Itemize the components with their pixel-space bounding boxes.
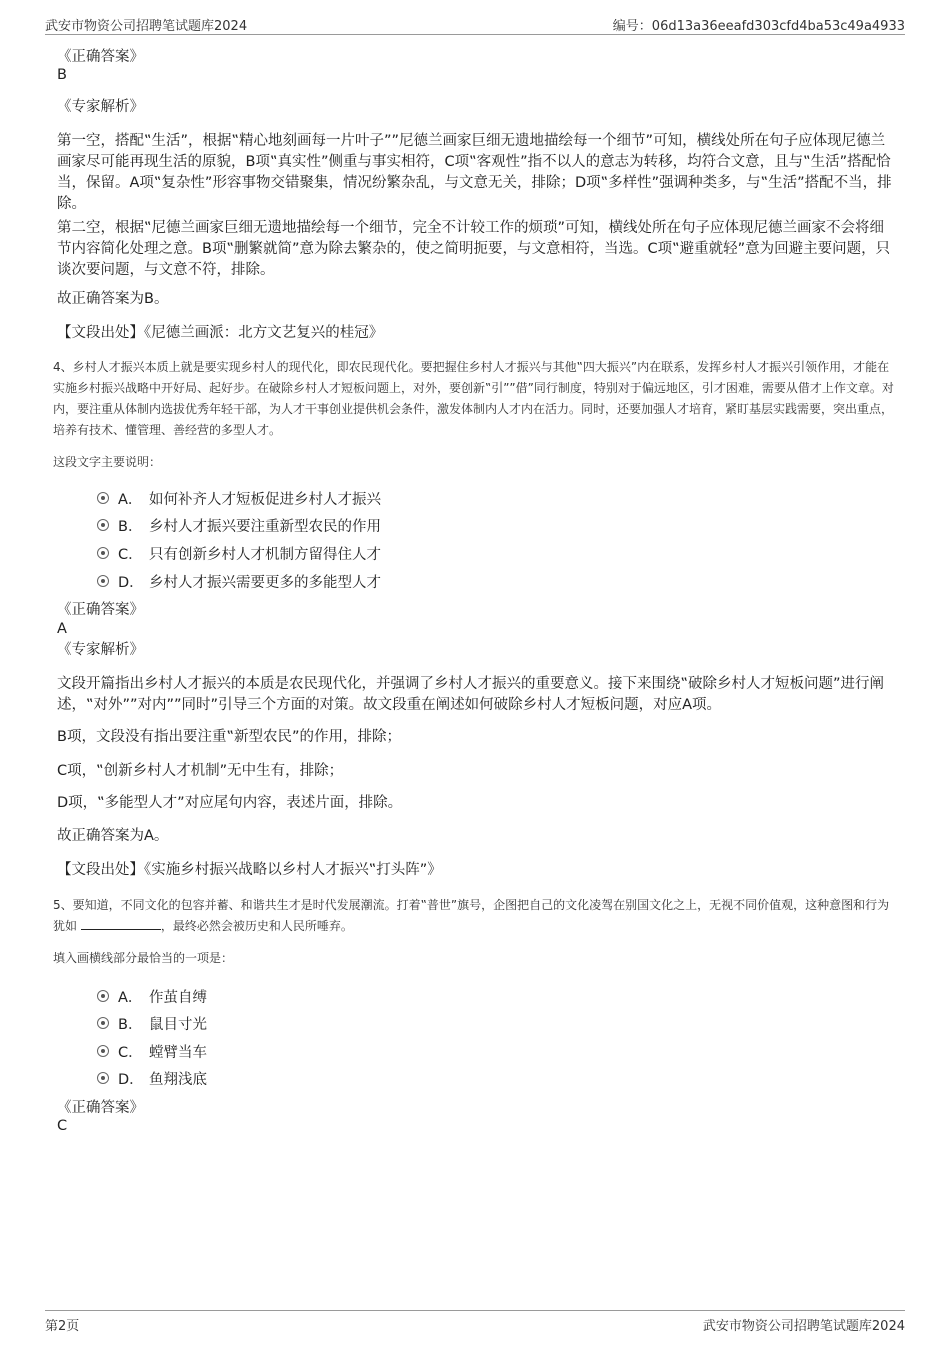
option-letter: D． xyxy=(118,575,144,591)
footer-title: 武安市物资公司招聘笔试题库2024 xyxy=(702,1319,905,1334)
page-number: 第2页 xyxy=(45,1319,80,1334)
option-letter: B． xyxy=(118,1017,143,1033)
option-letter: A． xyxy=(118,990,143,1006)
answer-value: A xyxy=(57,621,67,637)
option-letter: B． xyxy=(118,519,143,535)
option-b[interactable] xyxy=(97,1013,207,1033)
option-a[interactable] xyxy=(97,488,381,508)
radio-button-icon[interactable] xyxy=(97,547,109,559)
question-prompt: 这段文字主要说明： xyxy=(53,455,162,469)
analysis-paragraph: 第一空，搭配‟生活”，根据‟精心地刻画每一片叶子””尼德兰画家巨细无遗地描绘每一个细节”可知，横线处所在句子应体现尼德兰画家尽可能再现生活的原貌，B项‟真实性”侧重与事实相符，C项‟客观性”指不以人的意志为转移，均符合文意，且与‟生活”搭配恰当，保留。A项‟复杂性”形容事物交错聚集，情况纷繁杂乱，与文意无关，排除；D项‟多样性”强调种类多，与‟生活”搭配不当，排除。 xyxy=(57,133,892,212)
question-stem: 4、乡村人才振兴本质上就是要实现乡村人的现代化，即农民现代化。要把握住乡村人才振兴与其他‟四大振兴”内在联系，发挥乡村人才振兴引领作用，才能在实施乡村振兴战略中开好局、起好步。在破除乡村人才短板问题上，对外，要创新‟引””借”同行制度，特别对于偏远地区，引才困难，需要从借才上作文章。对内，要注重从体制内选拔优秀年轻干部，为人才干事创业提供机会条件，激发体制内人才内在活力。同时，还要加强人才培育，紧盯基层实践需要，突出重点，培养有技术、懂管理、善经营的多型人才。 xyxy=(53,360,894,437)
option-text: 乡村人才振兴要注重新型农民的作用 xyxy=(149,519,381,535)
option-b[interactable] xyxy=(97,515,381,535)
option-letter: C． xyxy=(118,547,143,563)
option-d[interactable] xyxy=(97,1068,207,1088)
source-citation: 【文段出处】《实施乡村振兴战略以乡村人才振兴‟打头阵”》 xyxy=(57,862,442,878)
option-text: 如何补齐人才短板促进乡村人才振兴 xyxy=(149,492,381,508)
radio-button-icon[interactable] xyxy=(97,1072,109,1084)
question-stem xyxy=(53,895,898,937)
conclusion: 故正确答案为A。 xyxy=(57,828,169,844)
analysis-label: 《专家解析》 xyxy=(57,99,144,115)
radio-button-icon[interactable] xyxy=(97,990,109,1002)
option-text: 螳臂当车 xyxy=(149,1045,207,1061)
analysis-paragraph: 文段开篇指出乡村人才振兴的本质是农民现代化，并强调了乡村人才振兴的重要意义。接下来围绕‟破除乡村人才短板问题”进行阐述，‟对外””对内””同时”引导三个方面的对策。故文段重在阐述如何破除乡村人才短板问题，对应A项。 xyxy=(57,676,885,713)
answer-label: 《正确答案》 xyxy=(57,1100,144,1116)
analysis-paragraph: 第二空，根据‟尼德兰画家巨细无遗地描绘每一个细节，完全不计较工作的烦琐”可知，横线处所在句子应体现尼德兰画家不会将细节内容简化处理之意。B项‟删繁就简”意为除去繁杂的，使之简明扼要，与文意相符，当选。C项‟避重就轻”意为回避主要问题，只谈次要问题，与文意不符，排除。 xyxy=(57,220,891,278)
conclusion: 故正确答案为B。 xyxy=(57,291,169,307)
question-prompt: 填入画横线部分最恰当的一项是： xyxy=(53,951,234,965)
option-text: 作茧自缚 xyxy=(149,990,207,1006)
page-header xyxy=(45,12,905,35)
option-c[interactable] xyxy=(97,543,381,563)
analysis-label: 《专家解析》 xyxy=(57,642,144,658)
option-letter: C． xyxy=(118,1045,143,1061)
page-footer xyxy=(45,1310,905,1334)
source-citation: 【文段出处】《尼德兰画派：北方文艺复兴的桂冠》 xyxy=(57,325,384,341)
radio-button-icon[interactable] xyxy=(97,1045,109,1057)
analysis-paragraph: D项，‟多能型人才”对应尾句内容，表述片面，排除。 xyxy=(57,795,403,811)
radio-button-icon[interactable] xyxy=(97,519,109,531)
option-a[interactable] xyxy=(97,986,207,1006)
option-text: 鼠目寸光 xyxy=(149,1017,207,1033)
option-text: 只有创新乡村人才机制方留得住人才 xyxy=(149,547,381,563)
radio-button-icon[interactable] xyxy=(97,492,109,504)
stem-part: 5、要知道，不同文化的包容并蓄、和谐共生才是时代发展潮流。打着‟普世”旗号，企图把自己的文化凌驾在别国文化之上，无视不同价值观，这种意图和行为犹如 xyxy=(53,898,890,933)
option-letter: A． xyxy=(118,492,143,508)
fill-in-blank xyxy=(81,917,161,930)
analysis-paragraph: B项，文段没有指出要注重‟新型农民”的作用，排除； xyxy=(57,729,401,745)
option-c[interactable] xyxy=(97,1041,207,1061)
option-text: 乡村人才振兴需要更多的多能型人才 xyxy=(149,575,381,591)
option-text: 鱼翔浅底 xyxy=(149,1072,207,1088)
header-serial-number: 编号：06d13a36eeafd303cfd4ba53c49a4933 xyxy=(612,19,905,34)
answer-label: 《正确答案》 xyxy=(57,602,144,618)
option-letter: D． xyxy=(118,1072,144,1088)
radio-button-icon[interactable] xyxy=(97,575,109,587)
header-title: 武安市物资公司招聘笔试题库2024 xyxy=(45,19,248,34)
option-d[interactable] xyxy=(97,571,381,591)
answer-value: C xyxy=(57,1118,68,1134)
answer-label: 《正确答案》 xyxy=(57,49,144,65)
radio-button-icon[interactable] xyxy=(97,1017,109,1029)
answer-value: B xyxy=(57,67,67,83)
stem-part: ，最终必然会被历史和人民所唾弃。 xyxy=(160,919,353,933)
analysis-paragraph: C项，‟创新乡村人才机制”无中生有，排除； xyxy=(57,763,344,779)
